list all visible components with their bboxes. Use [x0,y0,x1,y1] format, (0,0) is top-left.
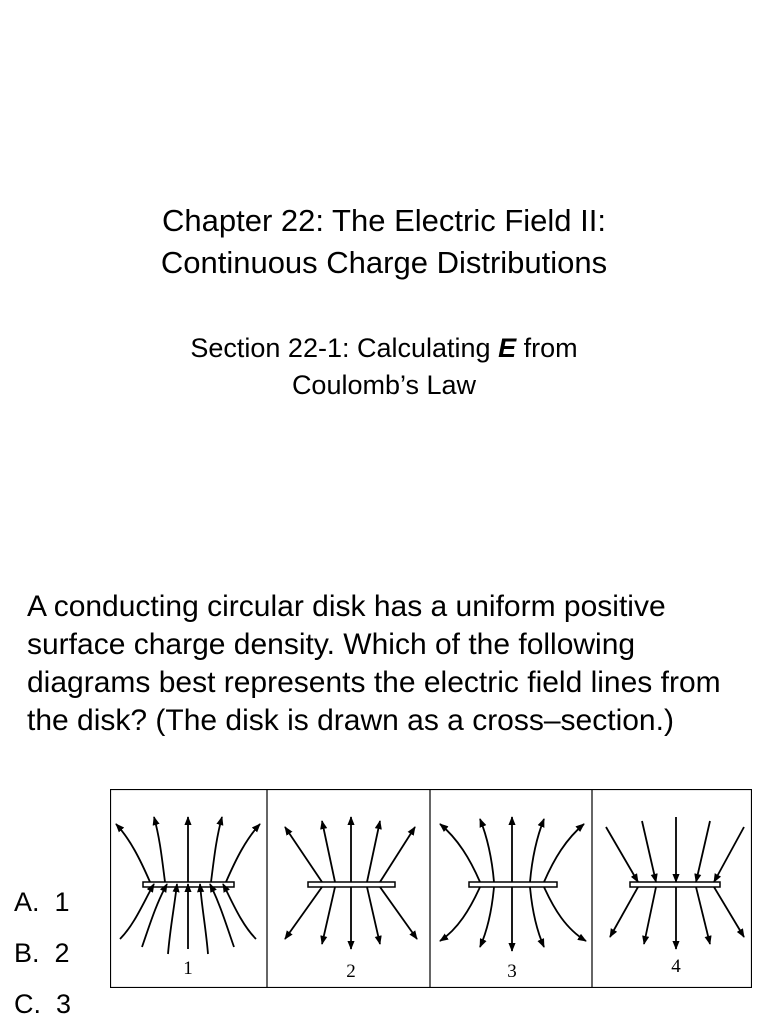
disk-cross-section [630,882,720,887]
answer-option-b[interactable] [14,928,71,979]
chapter-title-line1: Chapter 22: The Electric Field II: [162,203,606,238]
answer-option-c[interactable] [14,979,71,1030]
section-title-line2: Coulomb’s Law [291,370,477,400]
section-title [0,330,768,404]
answer-text: 1 [54,887,70,917]
answer-list [14,877,71,1030]
section-title-line1 [0,330,768,367]
panel-label: 2 [346,961,356,982]
answer-text: 2 [54,938,70,968]
electric-field-symbol: E [498,333,517,363]
chapter-title [0,200,768,284]
answer-option-a[interactable] [14,877,71,928]
disk-cross-section [469,882,557,887]
question-text: A conducting circular disk has a uniform positive surface charge density. Which of the following diagrams best represents the electric field lines from the disk? (The disk is drawn as a cross–section.) [27,590,721,737]
section-title-prefix: Section 22-1: Calculating [190,333,491,363]
disk-cross-section [308,882,395,887]
answer-letter: C. [14,989,41,1019]
chapter-title-line2: Continuous Charge Distributions [160,245,608,280]
answer-text: 3 [56,989,72,1019]
field-line-diagrams-svg [110,789,752,988]
panel-label: 1 [183,958,193,979]
section-title-suffix: from [523,333,578,363]
panel-label: 4 [671,956,681,977]
answer-letter: B. [14,938,40,968]
answer-letter: A. [14,887,40,917]
field-line-diagrams [110,789,752,988]
panel-label: 3 [507,961,517,982]
